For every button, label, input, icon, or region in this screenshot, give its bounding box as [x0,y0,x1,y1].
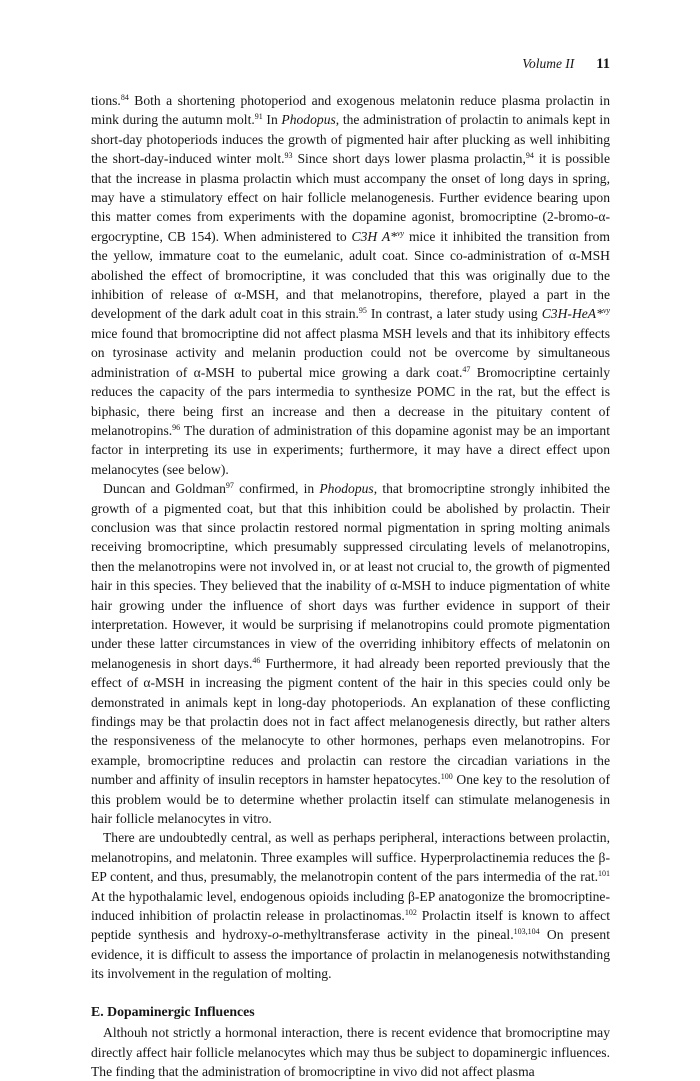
text-run: it is possible that the increase in plasma prolactin which must accompany the onset of long days in spring, may have a stimulatory effect on hair follicle melanogenesis. Further evidence bearing upon this matter comes from experiments with the dopamine agonist, bromocriptine (2-bromo-α-ergocryptine, CB 154). When administered to [91,151,610,244]
reference-superscript: 96 [172,422,181,432]
text-run: Both a shortening photoperiod and exogenous melatonin reduce plasma prolactin in mink during the autumn molt. [91,93,610,128]
running-title: Volume II [522,56,575,71]
reference-superscript: vy [396,228,405,238]
text-run: -methyltransferase activity in the pineal. [278,927,514,943]
reference-superscript: 91 [254,112,263,122]
reference-superscript: 103,104 [513,927,540,937]
text-run: One key to the resolution of this problem would be to determine whether prolactin itself can stimulate melanogenesis in hair follicle melanocytes in vitro. [91,772,610,827]
text-run: tions. [91,93,121,108]
text-run: Since short days lower plasma prolactin, [292,151,526,167]
body-text [91,91,610,1081]
paragraph-1 [91,91,610,479]
reference-superscript: 100 [440,772,453,782]
text-run: In contrast, a later study using [366,306,542,322]
italic-text: Phodopus [281,112,336,128]
text-run: In [262,112,282,128]
text-run: Duncan and Goldman [103,481,226,497]
text-run: mice found that bromocriptine did not affect plasma MSH levels and that its inhibitory effects on tyrosinase activity and melanin production could not be overcome by simultaneous administration of α-MSH to pubertal mice growing a dark coat. [91,325,610,380]
text-run: , that bromocriptine strongly inhibited the growth of a pigmented coat, but that this inhibition could be abolished by prolactin. Their conclusion was that since prolactin restored normal pigmentation in spring molting animals receiving bromocriptine, which presumably suppressed circulating levels of melanotropins, then the melanotropins were not involved in, or at least not crucial to, the growth of pigmented hair in this species. They believed that the inability of α-MSH to induce pigmentation of white hair growing under the influence of short days was further evidence in support of their interpretation. However, it would be surprising if melanotropins could promote pigmentation under these latter circumstances in view of the overriding inhibitory effects of melatonin on melanogenesis in short days. [91,481,611,671]
section-heading: E. Dopaminergic Influences [91,1003,255,1019]
reference-superscript: 93 [284,151,293,161]
italic-text: C3H-HeA* [541,306,603,322]
reference-superscript: vy [602,306,611,316]
text-run: Althouh not strictly a hormonal interaction, there is recent evidence that bromocriptine may directly affect hair follicle melanocytes which may thus be subject to dopaminergic influences. The finding that the administration of bromocriptine in vivo did not affect plasma [91,1025,610,1079]
text-run: Prolactin itself is known to affect peptide synthesis and hydroxy- [91,908,610,943]
paragraph-3 [91,828,610,983]
section-paragraph [91,1023,610,1081]
reference-superscript: 84 [120,93,129,102]
text-run: Bromocriptine certainly reduces the capacity of the pars intermedia to synthesize POMC in the rat, but the effect is biphasic, there being first an increase and then a decrease in the pituitary content of melanotropins. [91,364,610,438]
text-run: At the hypothalamic level, endogenous opioids including β-EP anatogonize the bromocriptine-induced inhibition of prolactin release in prolactinomas. [91,888,610,924]
text-run: confirmed, in [233,481,320,497]
italic-text: C3H A* [351,228,397,244]
reference-superscript: 94 [525,151,534,161]
page-number: 11 [596,56,610,72]
reference-superscript: 95 [358,306,367,316]
paragraph-2 [91,479,610,828]
reference-superscript: 102 [404,908,417,918]
reference-superscript: 46 [252,655,261,665]
text-run: There are undoubtedly central, as well as perhaps peripheral, interactions between prolactin, melanotropins, and melatonin. Three examples will suffice. Hyperprolactinemia reduces the β-EP content, and thus, presumably, the melanotropin content of the pars intermedia of the rat. [91,830,610,885]
text-run: , the administration of prolactin to animals kept in short-day photoperiods induces the growth of pigmented hair after plucking as well inhibiting the short-day-induced winter molt. [91,112,611,167]
reference-superscript: 47 [462,364,471,374]
text-run: The duration of administration of this dopamine agonist may be an important factor in interpreting its use in experiments; furthermore, it may have a direct effect upon melanocytes (see below). [91,422,610,477]
running-header [90,56,610,76]
italic-text: Phodopus [319,481,374,497]
text-run: Furthermore, it had already been reported previously that the effect of α-MSH in increasing the pigment content of the hair in this species could only be demonstrated in animals kept in long-day photoperiods. An explanation of these conflicting findings may be that prolactin does not in fact affect melanogenesis directly, but rather alters the responsiveness of the melanocyte to other hormones, perhaps even melanotropins. For example, bromocriptine reduces and prolactin can restore the circadian variations in the number and affinity of insulin receptors in hamster hepatocytes. [91,655,610,788]
reference-superscript: 101 [598,869,610,879]
reference-superscript: 97 [225,481,234,491]
text-run: mice it inhibited the transition from the yellow, immature coat to the eumelanic, adult coat. Since co-administration of α-MSH abolished the effect of bromocriptine, it was concluded that this was originally due to the inhibition of release of α-MSH, and that melanotropins, therefore, played a part in the development of the dark adult coat in this strain. [91,228,611,322]
italic-text: o [272,927,279,943]
text-run: On present evidence, it is difficult to assess the importance of prolactin in melanogenesis notwithstanding its involvement in the regulation of molting. [91,927,610,982]
